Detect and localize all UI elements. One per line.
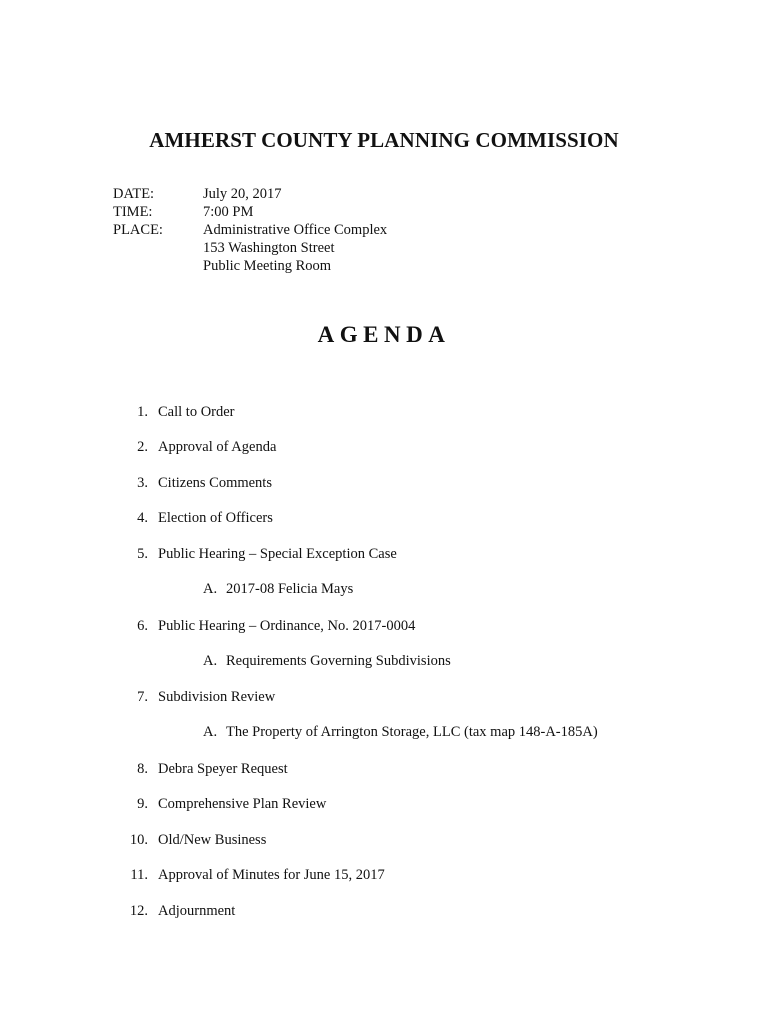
item-text: Subdivision Review xyxy=(158,689,276,705)
subitem-letter: A. xyxy=(203,653,218,669)
item-text: Call to Order xyxy=(158,404,235,420)
item-text: Debra Speyer Request xyxy=(158,761,288,777)
item-number: 7. xyxy=(137,689,148,705)
item-text: Public Hearing – Ordinance, No. 2017-0004 xyxy=(158,618,416,634)
item-number: 10. xyxy=(129,832,148,848)
date-label: DATE: xyxy=(113,186,155,202)
item-number: 4. xyxy=(137,510,148,526)
item-text: Approval of Minutes for June 15, 2017 xyxy=(158,867,385,883)
time-label: TIME: xyxy=(113,204,153,220)
item-number: 5. xyxy=(137,546,148,562)
document-title: AMHERST COUNTY PLANNING COMMISSION xyxy=(149,128,619,152)
item-text: Approval of Agenda xyxy=(158,439,277,455)
item-text: Adjournment xyxy=(158,903,236,919)
item-text: Election of Officers xyxy=(158,510,273,526)
subitem-letter: A. xyxy=(203,581,218,597)
item-number: 8. xyxy=(137,761,148,777)
item-number: 11. xyxy=(130,867,148,883)
subitem-text: The Property of Arrington Storage, LLC (tax map 148-A-185A) xyxy=(226,724,598,740)
time-value: 7:00 PM xyxy=(203,204,254,220)
item-number: 9. xyxy=(137,796,148,812)
item-text: Old/New Business xyxy=(158,832,267,848)
item-text: Comprehensive Plan Review xyxy=(158,796,327,812)
item-number: 2. xyxy=(137,439,148,455)
item-number: 12. xyxy=(129,903,148,919)
item-number: 1. xyxy=(137,404,148,420)
item-text: Public Hearing – Special Exception Case xyxy=(158,546,397,562)
place-line-3: Public Meeting Room xyxy=(203,258,332,274)
place-line-1: Administrative Office Complex xyxy=(203,222,388,238)
place-label: PLACE: xyxy=(113,222,163,238)
subitem-letter: A. xyxy=(203,724,218,740)
subitem-text: 2017-08 Felicia Mays xyxy=(226,581,354,597)
date-value: July 20, 2017 xyxy=(203,186,282,202)
item-number: 6. xyxy=(137,618,148,634)
subitem-text: Requirements Governing Subdivisions xyxy=(226,653,451,669)
item-text: Citizens Comments xyxy=(158,475,272,491)
agenda-heading: AGENDA xyxy=(317,322,451,347)
item-number: 3. xyxy=(137,475,148,491)
place-line-2: 153 Washington Street xyxy=(203,240,335,256)
